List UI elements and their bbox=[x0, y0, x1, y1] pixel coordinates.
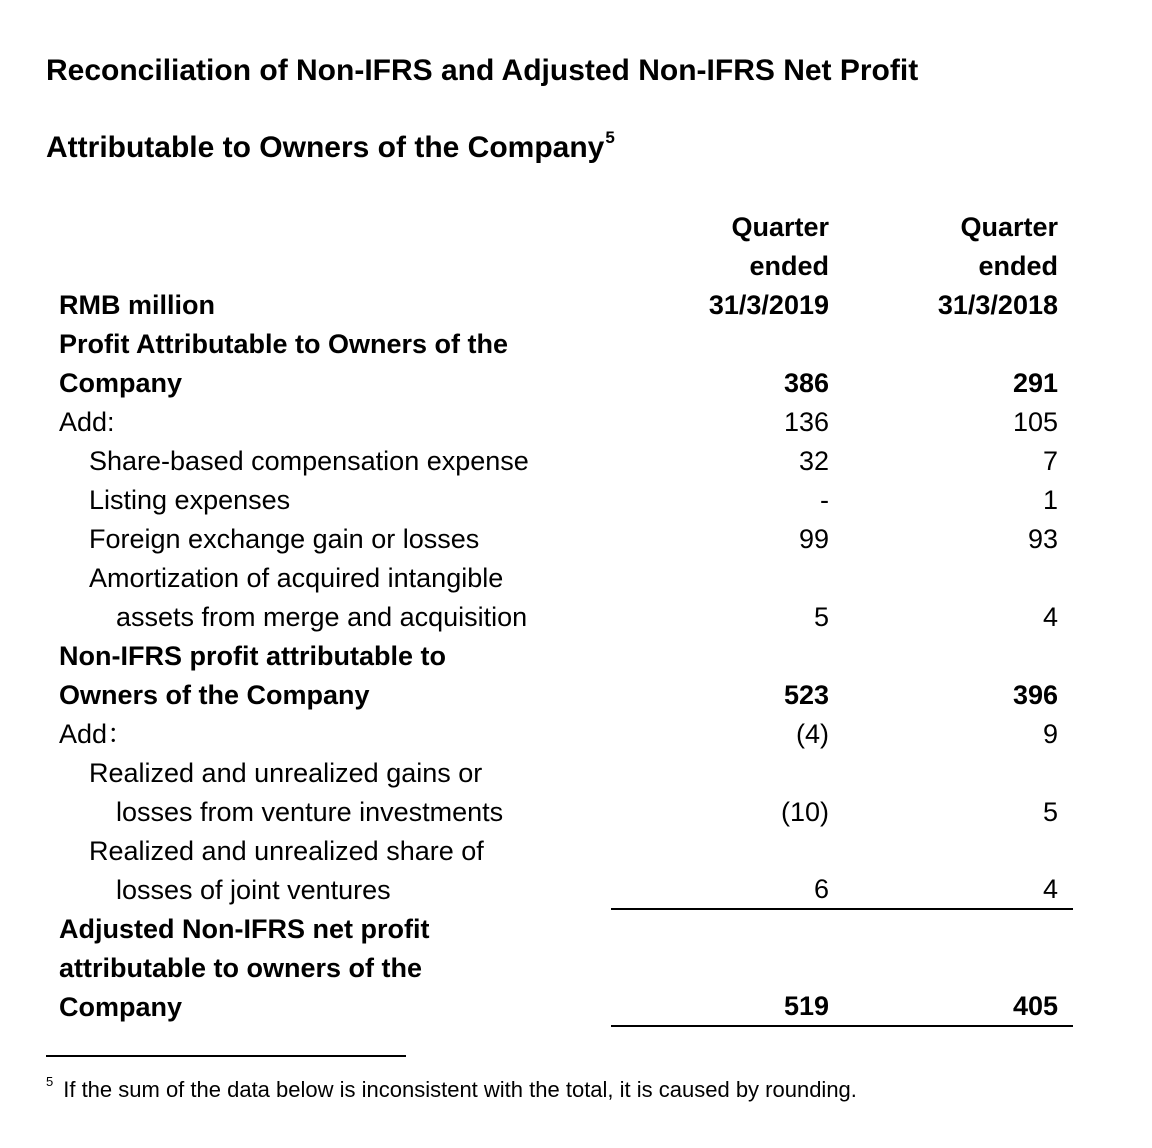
value-2019: 386 bbox=[783, 368, 829, 398]
value-2018: 4 bbox=[829, 871, 1073, 909]
row-label: attributable to owners of the bbox=[59, 953, 423, 983]
row-label: Non-IFRS profit attributable to bbox=[59, 641, 446, 671]
row-label: Share-based compensation expense bbox=[89, 446, 529, 476]
table-row bbox=[59, 520, 1073, 559]
value-2019: 136 bbox=[783, 407, 829, 437]
value-2018: 105 bbox=[1012, 407, 1058, 437]
col2-header-line1: Quarter bbox=[960, 212, 1058, 242]
row-label: Foreign exchange gain or losses bbox=[89, 524, 480, 554]
table-row bbox=[59, 754, 1073, 793]
row-label: Listing expenses bbox=[89, 485, 291, 515]
table-row bbox=[59, 442, 1073, 481]
table-row bbox=[59, 481, 1073, 520]
row-label: Realized and unrealized share of bbox=[89, 836, 484, 866]
table-row bbox=[59, 793, 1073, 832]
table-row bbox=[59, 637, 1073, 676]
table-row bbox=[59, 598, 1073, 637]
footnote-number: 5 bbox=[46, 1074, 54, 1089]
col2-header-line2: ended bbox=[978, 251, 1058, 281]
page-title-line1: Reconciliation of Non-IFRS and Adjusted Non-IFRS Net Profit bbox=[46, 54, 919, 87]
row-label: losses of joint ventures bbox=[116, 875, 391, 905]
row-label: Profit Attributable to Owners of the bbox=[59, 329, 508, 359]
row-label: Company bbox=[59, 368, 183, 398]
footnote-divider bbox=[46, 1055, 406, 1057]
value-2019: 6 bbox=[611, 871, 829, 909]
value-2019: - bbox=[820, 485, 829, 515]
value-2019: 519 bbox=[611, 988, 829, 1026]
footnote bbox=[46, 1074, 857, 1103]
value-2018: 5 bbox=[1042, 797, 1058, 827]
value-2018: 9 bbox=[1042, 719, 1058, 749]
value-2019: 99 bbox=[798, 524, 829, 554]
table-row bbox=[59, 832, 1073, 871]
header-row bbox=[59, 286, 1073, 325]
table-row bbox=[59, 949, 1073, 988]
footnote-text: If the sum of the data below is inconsistent with the total, it is caused by rounding. bbox=[63, 1077, 857, 1102]
col2-header-date: 31/3/2018 bbox=[937, 290, 1058, 320]
unit-label: RMB million bbox=[59, 290, 215, 320]
table-row bbox=[59, 988, 1073, 1026]
row-label: Company bbox=[59, 992, 183, 1022]
row-label: losses from venture investments bbox=[116, 797, 504, 827]
table-row bbox=[59, 403, 1073, 442]
row-label: Add: bbox=[59, 407, 115, 437]
value-2018: 396 bbox=[1012, 680, 1058, 710]
footnote-reference[interactable]: 5 bbox=[605, 128, 615, 147]
col1-header-date: 31/3/2019 bbox=[708, 290, 829, 320]
value-2018: 405 bbox=[829, 988, 1073, 1026]
value-2019: 5 bbox=[813, 602, 829, 632]
table-row bbox=[59, 909, 1073, 949]
table-row bbox=[59, 715, 1073, 754]
col1-header-line1: Quarter bbox=[731, 212, 829, 242]
page-title-line2 bbox=[46, 128, 615, 164]
value-2018: 93 bbox=[1027, 524, 1058, 554]
reconciliation-table bbox=[59, 208, 1073, 1027]
header-row bbox=[59, 247, 1073, 286]
value-2018: 291 bbox=[1012, 368, 1058, 398]
row-label: Amortization of acquired intangible bbox=[89, 563, 504, 593]
table-row bbox=[59, 871, 1073, 909]
row-label: assets from merge and acquisition bbox=[116, 602, 528, 632]
row-label: Adjusted Non-IFRS net profit bbox=[59, 914, 430, 944]
row-label: Add： bbox=[59, 719, 135, 749]
header-row bbox=[59, 208, 1073, 247]
table-row bbox=[59, 676, 1073, 715]
value-2019: (10) bbox=[780, 797, 829, 827]
value-2019: 523 bbox=[783, 680, 829, 710]
table-row bbox=[59, 325, 1073, 364]
value-2019: (4) bbox=[796, 719, 829, 749]
row-label: Owners of the Company bbox=[59, 680, 370, 710]
col1-header-line2: ended bbox=[749, 251, 829, 281]
table-row bbox=[59, 364, 1073, 403]
value-2019: 32 bbox=[798, 446, 829, 476]
table-row bbox=[59, 559, 1073, 598]
value-2018: 4 bbox=[1042, 602, 1058, 632]
row-label: Realized and unrealized gains or bbox=[89, 758, 483, 788]
value-2018: 7 bbox=[1042, 446, 1058, 476]
page-title-text: Attributable to Owners of the Company bbox=[46, 131, 605, 164]
value-2018: 1 bbox=[1042, 485, 1058, 515]
